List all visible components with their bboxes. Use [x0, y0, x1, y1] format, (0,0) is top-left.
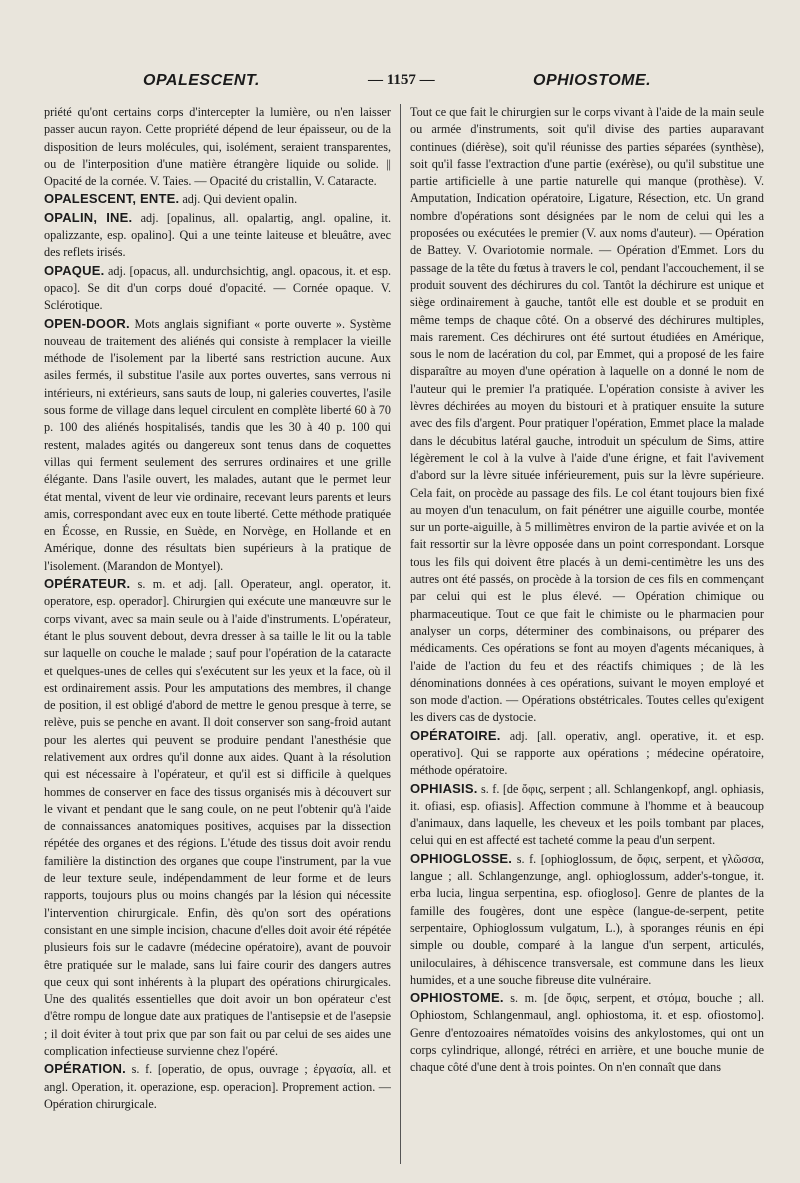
running-head-right: OPHIOSTOME. [533, 72, 652, 89]
dictionary-entry [44, 209, 391, 262]
entry-headword: OPÉRATOIRE. [410, 727, 501, 743]
entry-text: Mots anglais signifiant « porte ouverte ». Système nouveau de traitement des aliénés qui consiste à remplacer la vieille méthode de l'isolement par la liberté sans restriction aucune. Aux asiles fermés, il substitue l'asile aux portes ouvertes, sans verrous ni intérieurs, ni extérieurs, sans sauts de loup, ni galeries couvertes, l'asile sous forme de village dans lequel circulent en complète liberté 60 à 70 p. 100 des aliénés hospitalisés, tandis que les 30 à 40 p. 100 qui restent, malades agités ou dangereux sont tenus dans de coquettes villas qui ferment seulement des serrures ordinaires et une grille élégante. Dans l'asile ouvert, les malades, autant que le permet leur état mental, vivent de leur vie ordinaire, recevant leurs parents et leurs amis, correspondant avec eux en toute liberté. Cette méthode pratiquée en Écosse, en Russie, en Suède, en Norvège, en Hollande et en Amérique, donne des résultats bien supérieurs à la pratique de l'isolement. (Marandon de Montyel). [44, 316, 391, 573]
page-number: — 1157 — [368, 72, 435, 88]
dictionary-entry [44, 575, 391, 1060]
entry-headword: OPHIOSTOME. [410, 990, 504, 1006]
entry-text: adj. [all. operativ, angl. operative, it. et esp. operativo]. Qui se rapporte aux opérations ; médecine opératoire, méthode opératoire. [410, 728, 764, 778]
dictionary-entry [410, 727, 764, 780]
dictionary-entry [44, 190, 391, 208]
entry-headword: OPHIOGLOSSE. [410, 850, 513, 866]
dictionary-entry [44, 262, 391, 315]
dictionary-entry [44, 315, 391, 575]
entry-continuation [44, 104, 391, 190]
dictionary-entry [410, 989, 764, 1076]
running-head [0, 72, 800, 94]
entry-text: s. f. [ophioglossum, de ὄφις, serpent, et γλῶσσα, langue ; all. Schlangenzunge, angl. ophioglossum, adder's-tongue, it. erba lucia, lingua serpentina, esp. ofiogloso]. Genre de plantes de la famille des fougères, dont une espèce (langue-de-serpent, petite serpentaire, Ophioglossum vulgatum, L.), à sporanges réunis en épi simple ou double, comparé à la langue d'un serpent, articulés, uniloculaires, à déhiscence transversale, est commune dans les lieux humides, et a une souche fibreuse dite vulnéraire. [410, 851, 764, 987]
entry-text: adj. [opacus, all. undurchsichtig, angl. opacous, it. et esp. opaco]. Se dit d'un corps doué d'opacité. — Cornée opaque. V. Sclérotique. [44, 263, 391, 313]
entry-text: Tout ce que fait le chirurgien sur le corps vivant à l'aide de la main seule ou armée d'instruments, soit qu'il divise des parties auparavant continues (diérèse), soit qu'il réunisse des parties séparées (synthèse), soit qu'il fasse l'extraction d'une partie (exérèse), ou qu'il substitue une partie artificielle à une partie naturelle qui manque (prothèse). V. Amputation, Indication opératoire, Ligature, Résection, etc. Un grand nombre d'opérations sont désignées par le nom de celui qui les a proposées ou exécutées le premier (V. aux noms d'auteur). — Opération de Battey. V. Ovariotomie normale. — Opération d'Emmet. Lors du passage de la tête du fœtus à travers le col, pendant l'accouchement, il se produit souvent des déchirures du col. Tantôt la déchirure est unique et siège ordinairement à gauche, tantôt elle est double et se produit en même temps de chaque côté. On a observé des déchirures multiples, mais rarement. Ces déchirures ont été surtout étudiées en Amérique, sous le nom de lacération du col, par Emmet, qui a proposé de les faire disparaître au moyen d'une opération à laquelle on a donné le nom de l'auteur qui le premier l'a pratiquée. L'opération consiste à aviver les lèvres déchirées au moyen du bistouri et à pratiquer ensuite la suture avec des fils d'argent. Pour pratiquer l'opération, Emmet place la malade dans le décubitus latéral gauche, introduit un spéculum de Sims, attire légèrement le col à la vulve à l'aide d'une érigne, et fait l'avivement d'abord sur la lèvre située inférieurement, puis sur la lèvre supérieure. Cela fait, on procède au passage des fils. Le col étant toujours bien fixé au moyen d'un tenaculum, on fait pénétrer une aiguille courbe, montée sur un porte-aiguille, à 5 millimètres environ de la partie avivée et on la fait ressortir sur la lèvre opposée dans un point correspondant. Lorsque tous les fils qui doivent être placés à un demi-centimètre les uns des autres ont été passés, on procède à la torsion de ces fils en commençant par celui qui est le plus élevé. — Opération chimique ou pharmaceutique. Tout ce que fait le chimiste ou le pharmacien pour analyser un corps, déterminer des combinaisons, ou préparer des médicaments. Ces opérations se font au moyen d'agents mécaniques, à l'aide de l'action du feu et des réactifs chimiques ; de là les dénominations données à ces opérations, suivant le moyen employé et son mode d'action. — Opérations obstétricales. Toutes celles qu'exigent les divers cas de dystocie. [410, 105, 764, 725]
left-column [44, 104, 391, 1174]
entry-headword: OPHIASIS. [410, 780, 478, 796]
entry-text: s. m. [de ὄφις, serpent, et στόμα, bouche ; all. Ophiostom, Schlangenmaul, angl. ophiostoma, it. et esp. ofiostomo]. Genre d'entozoaires nématoïdes voisins des ankylostomes, qui ont un corps cylindrique, allongé, rétréci en arrière, et une bouche munie de chaque côté d'une dent à trois pointes. On n'en connaît que dans [410, 991, 764, 1075]
entry-continuation [410, 104, 764, 727]
dictionary-entry [410, 780, 764, 850]
entry-text: adj. Qui devient opalin. [182, 192, 298, 207]
entry-text: s. f. [operatio, de opus, ouvrage ; ἐργασία, all. et angl. Operation, it. operazione, esp. operacion]. Proprement action. — Opération chirurgicale. [44, 1062, 391, 1111]
entry-headword: OPALESCENT, ENTE. [44, 191, 180, 207]
entry-text: priété qu'ont certains corps d'intercepter la lumière, ou n'en laisser passer aucun rayon. Cette propriété dépend de leur épaisseur, ou de la disposition de leurs molécules, qui, isolément, seraient transparentes, ou de l'interposition d'une matière étrangère liquide ou solide. || Opacité de la cornée. V. Taies. — Opacité du cristallin, V. Cataracte. [44, 105, 391, 189]
entry-headword: OPÉRATION. [44, 1061, 126, 1077]
entry-text: adj. [opalinus, all. opalartig, angl. opaline, it. opalizzante, esp. opalino]. Qui a une teinte laiteuse et bleuâtre, avec des reflets irisés. [44, 210, 391, 260]
entry-headword: OPEN-DOOR. [44, 315, 130, 331]
entry-text: s. f. [de ὄφις, serpent ; all. Schlangenkopf, angl. ophiasis, it. ofiasi, esp. ofiasis]. Affection commune à l'homme et à beaucoup d'animaux, dans laquelle, les cheveux et les poils tombant par places, celui qui en est affecté est tacheté comme la peau d'un serpent. [410, 781, 764, 848]
column-divider [400, 104, 401, 1164]
entry-text: s. m. et adj. [all. Operateur, angl. operator, it. operatore, esp. operador]. Chirurgien qui exécute une manœuvre sur le corps vivant, avec sa main seule ou à l'aide d'instruments. L'opérateur, étant le plus souvent debout, devra dresser à sa taille le lit ou la table sur laquelle on couche le malade ; sauf pour l'opération de la cataracte et quelques-unes de celles qui s'exécutent sur les yeux et la face, où il est ordinairement assis. Pour les amputations des membres, il change de position, il est obligé d'abord de mettre le genou presque à terre, se relève, puis se penche en avant. Il doit conserver son sang-froid autant pour les alertes qui peuvent se produire pendant l'anesthésie que relativement aux ordres qu'il donne aux aides. Quant à la résolution qui est nécessaire à l'opérateur, et qu'il est si difficile à quelques hommes de conserver en face des tissus organisés mis à découvert sur le vivant et pendant que le sang coule, on ne peut l'obtenir qu'à l'aide de connaissances anatomiques positives, acquises par la dissection répétée des organes et des régions. L'étude des tissus doit avoir rendu familière la distinction des organes que coupe l'instrument, par la vue de leur texture seule, indépendamment de leur forme et de leurs rapports, toujours plus ou moins changés par la lésion qui nécessite l'intervention chirurgicale. Enfin, dès qu'on sort des opérations consistant en une simple incision, chacune d'elles doit avoir été répétée plusieurs fois sur le cadavre (médecine opératoire), avant de pouvoir être pratiquée sur le malade, sans lui faire courir des dangers autres que ceux qui sont inhérents à la plupart des opérations chirurgicales. Une des qualités essentielles que doit avoir un bon opérateur c'est d'être rompu de longue date aux pratiques de l'antisepsie et de l'asepsie ; il doit éviter à tout prix que par son fait ou par celui de ses aides une complication infectieuse survienne chez l'opéré. [44, 577, 391, 1059]
running-head-left: OPALESCENT. [143, 72, 260, 89]
dictionary-entry [410, 850, 764, 989]
entry-headword: OPAQUE. [44, 262, 105, 278]
entry-headword: OPÉRATEUR. [44, 576, 131, 592]
entry-headword: OPALIN, INE. [44, 209, 133, 225]
dictionary-entry [44, 1060, 391, 1113]
right-column [410, 104, 764, 1174]
